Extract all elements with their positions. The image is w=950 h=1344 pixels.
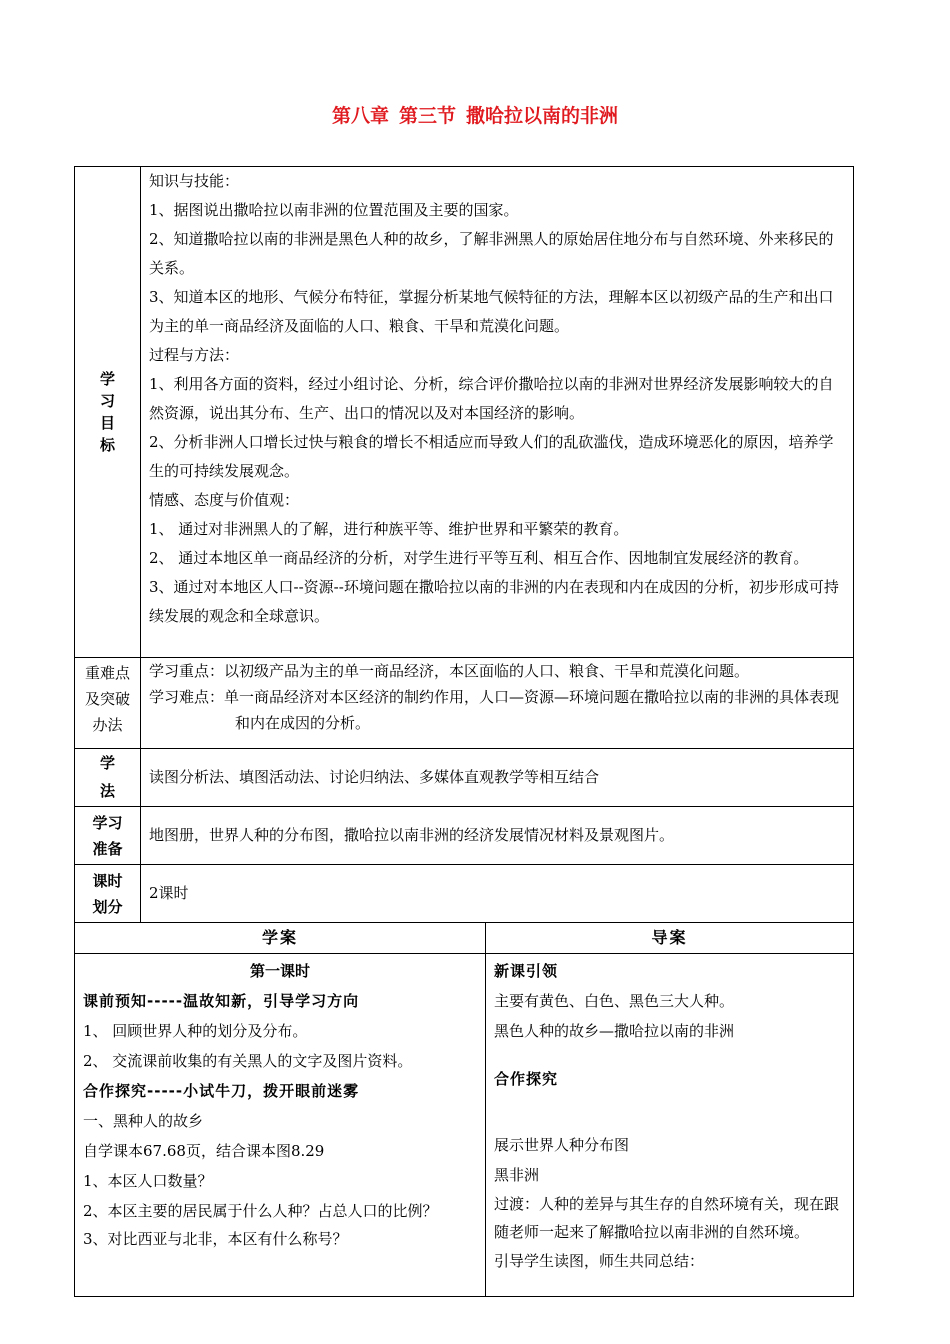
objectives-row bbox=[75, 167, 854, 658]
hours-label-cell bbox=[75, 865, 141, 923]
spacer bbox=[494, 1046, 845, 1064]
intro-heading: 新课引领 bbox=[494, 962, 559, 980]
lesson-title: 第一课时 bbox=[249, 962, 310, 980]
prep-content bbox=[141, 807, 854, 865]
question-item: 3、对比西亚与北非，本区有什么称号？ bbox=[83, 1230, 348, 1248]
difficulty-label: 重难点及突破办法 bbox=[84, 664, 130, 734]
intro-line: 黑色人种的故乡—撒哈拉以南的非洲 bbox=[494, 1022, 735, 1040]
objective-line: 情感、态度与价值观： bbox=[149, 491, 300, 509]
difficulty-content bbox=[141, 658, 854, 749]
key-point: 学习重点：以初级产品为主的单一商品经济，本区面临的人口、粮食、干旱和荒漠化问题。 bbox=[149, 662, 750, 680]
prep-label-1: 学习 bbox=[92, 813, 123, 832]
objective-line: 2、 通过本地区单一商品经济的分析，对学生进行平等互利、相互合作、因地制宜发展经济的教育。 bbox=[149, 549, 809, 567]
student-plan-content bbox=[75, 954, 486, 1297]
objective-line: 过程与方法： bbox=[149, 346, 240, 364]
objective-line: 1、利用各方面的资料，经过小组讨论、分析，综合评价撒哈拉以南的非洲对世界经济发展影响较大的自然资源，说出其分布、生产、出口的情况以及对本国经济的影响。 bbox=[149, 375, 834, 422]
prep-label-2: 准备 bbox=[92, 839, 123, 858]
plan-content-row bbox=[75, 954, 854, 1297]
hours-content bbox=[141, 865, 854, 923]
student-plan-title: 学案 bbox=[261, 928, 298, 947]
objective-line: 2、知道撒哈拉以南的非洲是黑色人种的故乡，了解非洲黑人的原始居住地分布与自然环境、外来移民的关系。 bbox=[149, 230, 834, 277]
preview-item: 2、 交流课前收集的有关黑人的文字及图片资料。 bbox=[83, 1052, 413, 1070]
prep-label-cell bbox=[75, 807, 141, 865]
objective-line: 知识与技能： bbox=[149, 172, 240, 190]
student-plan-header bbox=[75, 923, 486, 954]
method-content bbox=[141, 749, 854, 807]
question-item: 2、本区主要的居民属于什么人种？占总人口的比例？ bbox=[83, 1202, 438, 1220]
objective-line: 1、 通过对非洲黑人的了解，进行种族平等、维护世界和平繁荣的教育。 bbox=[149, 520, 629, 538]
hard-point: 学习难点：单一商品经济对本区经济的制约作用，人口—资源—环境问题在撒哈拉以南的非洲的具体表现和内在成因的分析。 bbox=[149, 688, 840, 732]
subsection-title: 一、黑种人的故乡 bbox=[83, 1112, 204, 1130]
objective-line: 1、据图说出撒哈拉以南非洲的位置范围及主要的国家。 bbox=[149, 201, 519, 219]
difficulty-label-cell bbox=[75, 658, 141, 749]
objective-line: 2、分析非洲人口增长过快与粮食的增长不相适应而导致人们的乱砍滥伐，造成环境恶化的原因，培养学生的可持续发展观念。 bbox=[149, 433, 834, 480]
objective-line: 3、知道本区的地形、气候分布特征，掌握分析某地气候特征的方法，理解本区以初级产品的生产和出口为主的单一商品经济及面临的人口、粮食、干旱和荒漠化问题。 bbox=[149, 288, 834, 335]
guide-line: 黑非洲 bbox=[494, 1166, 540, 1184]
method-label-1: 学 bbox=[99, 754, 115, 772]
objectives-label: 学习目标 bbox=[99, 370, 115, 454]
prep-row bbox=[75, 807, 854, 865]
lesson-plan-table bbox=[74, 166, 854, 1297]
intro-line: 主要有黄色、白色、黑色三大人种。 bbox=[494, 992, 735, 1010]
preview-item: 1、 回顾世界人种的划分及分布。 bbox=[83, 1022, 308, 1040]
title-section: 第三节 bbox=[398, 105, 456, 127]
explore-heading: 合作探究-----小试牛刀，拨开眼前迷雾 bbox=[83, 1082, 360, 1100]
objective-line: 3、通过对本地区人口--资源--环境问题在撒哈拉以南的非洲的内在表现和内在成因的分析，初步形成可持续发展的观念和全球意识。 bbox=[149, 578, 839, 625]
explore-heading-right: 合作探究 bbox=[494, 1070, 559, 1088]
spacer bbox=[494, 1094, 845, 1130]
hours-text: 2课时 bbox=[149, 884, 189, 902]
teacher-plan-content bbox=[486, 954, 854, 1297]
teacher-plan-header bbox=[486, 923, 854, 954]
method-label-cell bbox=[75, 749, 141, 807]
prep-text: 地图册，世界人种的分布图，撒哈拉以南非洲的经济发展情况材料及景观图片。 bbox=[149, 826, 675, 844]
question-item: 1、本区人口数量？ bbox=[83, 1172, 213, 1190]
method-row bbox=[75, 749, 854, 807]
guide-line: 过渡：人种的差异与其生存的自然环境有关，现在跟随老师一起来了解撒哈拉以南非洲的自然环境。 bbox=[494, 1195, 840, 1241]
preview-heading: 课前预知-----温故知新，引导学习方向 bbox=[83, 992, 360, 1010]
title-topic: 撒哈拉以南的非洲 bbox=[466, 105, 619, 127]
method-text: 读图分析法、填图活动法、讨论归纳法、多媒体直观教学等相互结合 bbox=[149, 768, 600, 786]
title-chapter: 第八章 bbox=[331, 105, 389, 127]
teacher-plan-title: 导案 bbox=[651, 928, 688, 947]
difficulty-row bbox=[75, 658, 854, 749]
guide-line: 展示世界人种分布图 bbox=[494, 1136, 630, 1154]
self-study-note: 自学课本67.68页，结合课本图8.29 bbox=[83, 1142, 325, 1160]
plan-header-row bbox=[75, 923, 854, 954]
method-label-2: 法 bbox=[99, 782, 115, 800]
objectives-label-cell bbox=[75, 167, 141, 658]
page-title bbox=[0, 101, 950, 128]
hours-label-1: 课时 bbox=[92, 871, 123, 890]
objectives-content bbox=[141, 167, 854, 658]
hours-row bbox=[75, 865, 854, 923]
hours-label-2: 划分 bbox=[92, 897, 123, 916]
guide-line: 引导学生读图，师生共同总结： bbox=[494, 1252, 705, 1270]
